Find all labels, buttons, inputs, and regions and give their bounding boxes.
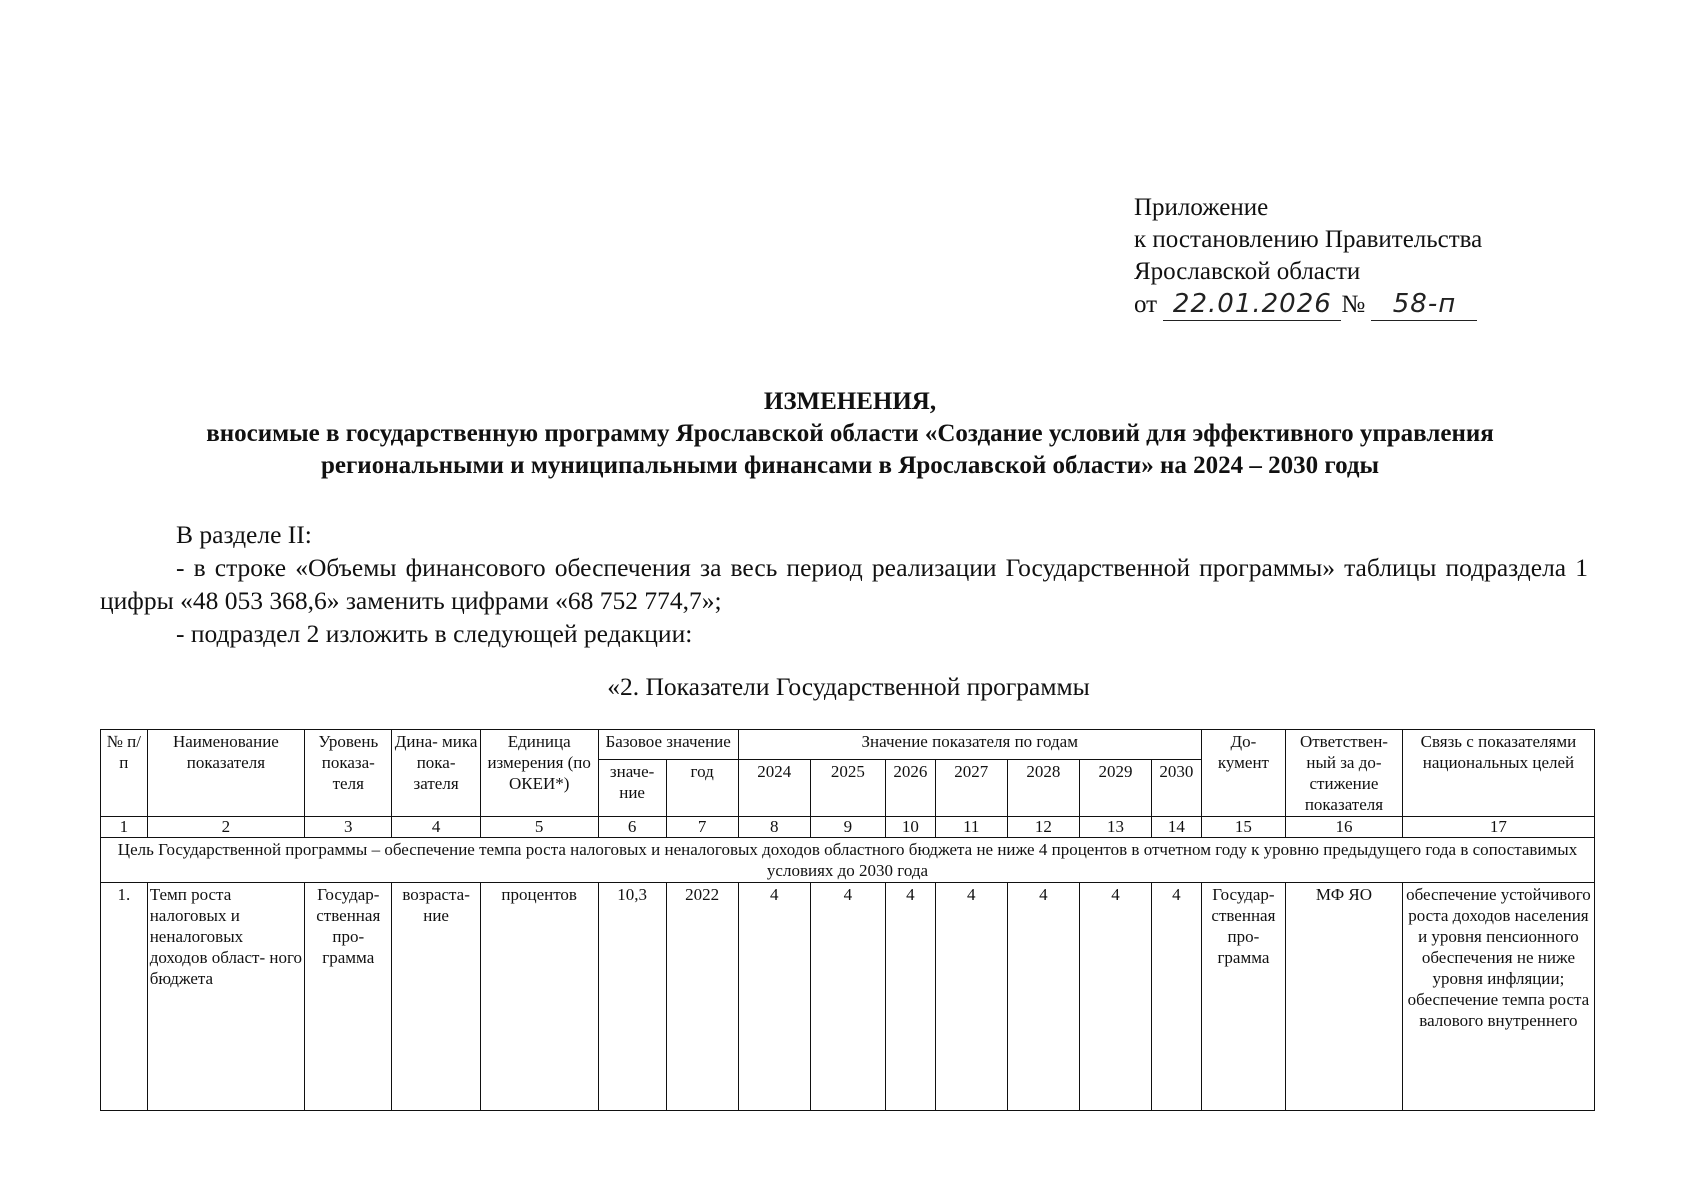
year-value: 4 [738,883,810,1111]
column-number: 1 [101,817,148,838]
col-base-header: Базовое значение [598,730,738,760]
column-number: 10 [885,817,935,838]
col-level-header: Уровень показа- теля [305,730,392,817]
column-numbers-row [101,817,1595,838]
column-number: 3 [305,817,392,838]
title-line3: региональными и муниципальными финансами в Ярославской области» на 2024 – 2030 годы [320,452,1380,479]
column-number: 6 [598,817,666,838]
title-line2: вносимые в государственную программу Ярославской области «Создание условий для эффективного управления [206,420,1494,447]
column-number: 5 [480,817,598,838]
col-name-header: Наименование показателя [147,730,304,817]
indicator-level: Государ- ственная про- грамма [305,883,392,1111]
col-year-header: 2025 [810,760,885,817]
column-number: 7 [666,817,738,838]
row-no: 1. [101,883,148,1111]
table-title: «2. Показатели Государственной программы [607,672,1090,701]
column-number: 4 [392,817,480,838]
col-responsible-header: Ответствен- ный за до- стижение показателя [1286,730,1403,817]
number-sign: № [1341,291,1366,318]
col-link-header: Связь с показателями национальных целей [1402,730,1594,817]
resolution-ref: к постановлению Правительства [1134,226,1483,253]
col-document-header: До- кумент [1201,730,1285,817]
date-number-line [1134,288,1482,321]
year-value: 4 [1151,883,1201,1111]
year-value: 4 [1079,883,1151,1111]
body-paragraph-2: - в строке «Объемы финансового обеспечения за весь период реализации Государственной программы» таблицы подраздела 1 цифры «48 053 368,6» заменить цифрами «68 752 774,7»; [100,553,1588,615]
indicator-responsible: МФ ЯО [1286,883,1403,1111]
col-dynamics-header: Дина- мика пока- зателя [392,730,480,817]
goal-row [101,838,1595,883]
region-name: Ярославской области [1134,258,1361,285]
column-number: 11 [935,817,1007,838]
col-year-header: 2028 [1007,760,1079,817]
appendix-label: Приложение [1134,194,1269,221]
year-value: 4 [1007,883,1079,1111]
column-number: 16 [1286,817,1403,838]
handwritten-date: 22.01.2026 [1163,288,1341,321]
document-title [60,386,1640,482]
col-unit-header: Единица измерения (по ОКЕИ*) [480,730,598,817]
year-value: 4 [885,883,935,1111]
indicator-unit: процентов [480,883,598,1111]
col-year-header: 2030 [1151,760,1201,817]
col-year-header: 2024 [738,760,810,817]
program-goal: Цель Государственной программы – обеспечение темпа роста налоговых и неналоговых доходов областного бюджета не ниже 4 процентов в отчетном году к уровню предыдущего года в сопоставимых условиях до 2030 года [101,838,1595,883]
prefix-ot: от [1134,291,1158,318]
indicator-name: Темп роста налоговых и неналоговых доходов област- ного бюджета [147,883,304,1111]
column-number: 17 [1402,817,1594,838]
col-year-header: 2027 [935,760,1007,817]
base-value: 10,3 [598,883,666,1111]
national-goals-link: обеспечение устойчивого роста доходов населения и уровня пенсионного обеспечения не ниже уровня инфляции; обеспечение темпа роста валового внутреннего [1402,883,1594,1111]
appendix-header [1134,192,1482,321]
col-years-header: Значение показателя по годам [738,730,1201,760]
year-value: 4 [810,883,885,1111]
body-text [100,518,1588,650]
column-number: 2 [147,817,304,838]
column-number: 13 [1079,817,1151,838]
indicator-dynamics: возраста- ние [392,883,480,1111]
col-base-year-header: год [666,760,738,817]
col-base-value-header: значе- ние [598,760,666,817]
column-number: 8 [738,817,810,838]
table-row [101,883,1595,1111]
indicators-table [100,729,1595,1111]
body-paragraph-3: - подраздел 2 изложить в следующей редакции: [176,619,693,648]
indicator-document: Государ- ственная про- грамма [1201,883,1285,1111]
year-value: 4 [935,883,1007,1111]
header-row-1 [101,730,1595,760]
column-number: 12 [1007,817,1079,838]
col-year-header: 2029 [1079,760,1151,817]
column-number: 15 [1201,817,1285,838]
column-number: 9 [810,817,885,838]
handwritten-number: 58-п [1371,288,1477,321]
col-year-header: 2026 [885,760,935,817]
body-paragraph-1: В разделе II: [176,520,312,549]
title-main: ИЗМЕНЕНИЯ, [763,388,937,415]
base-year: 2022 [666,883,738,1111]
col-no-header: № п/п [101,730,148,817]
column-number: 14 [1151,817,1201,838]
